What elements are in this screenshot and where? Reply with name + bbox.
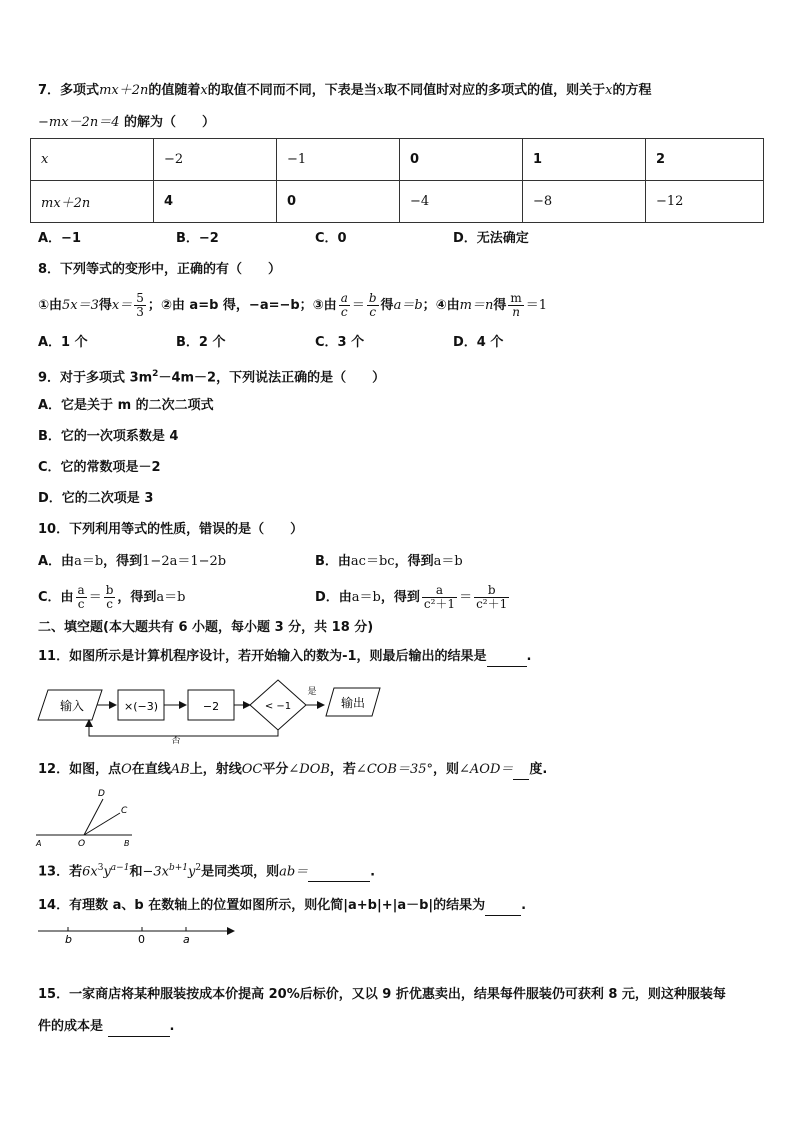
table-cell: 4 (154, 181, 277, 223)
flow-yes-label: 是 (307, 687, 317, 697)
table-cell: 0 (277, 181, 400, 223)
table-cell: −8 (523, 181, 646, 223)
q14-stem: 14．有理数 a、b 在数轴上的位置如图所示，则化简|a+b|+|a－b|的结果为 . (38, 897, 526, 916)
table-cell: x (31, 139, 154, 181)
q15-line2: 件的成本是 . (38, 1018, 175, 1037)
answer-blank[interactable] (108, 1018, 170, 1037)
q9-stem: 9．对于多项式 $3m^2-4m-2$，下列说法正确的是（ ） (38, 369, 386, 386)
q7-value-table (30, 138, 764, 223)
table-cell: −12 (646, 181, 764, 223)
q7-option-b[interactable]: B．−2 (176, 231, 219, 246)
flow-condition-label: < −1 (264, 701, 292, 712)
table-cell: −1 (277, 139, 400, 181)
q8-option-c[interactable]: C．3 个 (315, 335, 365, 350)
q12-angle-figure (32, 785, 140, 849)
q14-number-line (36, 920, 242, 946)
flow-output-label: 输出 (340, 696, 366, 710)
flow-multiply-label: ×(−3) (123, 700, 159, 713)
q13-stem: 13．若$6x^3y^{a-1}$和$-3x^{b+1}y^2$是同类项，则ab＝ . (38, 859, 375, 882)
q11-stem: 11．如图所示是计算机程序设计，若开始输入的数为-1，则最后输出的结果是 . (38, 648, 532, 667)
label-O: O (78, 839, 86, 849)
q10-option-b[interactable]: B．由ac＝bc，得到a＝b (315, 554, 463, 569)
q8-statements: ①由5x＝3得x＝ $\frac{5}{3}$ ；②由 a=b 得，−a=−b；③由 $\frac{a}{c}$ ＝ $\frac{b}{c}$ 得a＝b；④由m＝n得 $\frac{m}{n}$ ＝1 (38, 291, 548, 319)
table-cell: −4 (400, 181, 523, 223)
q9-option-a[interactable]: A．它是关于 m 的二次二项式 (38, 398, 214, 413)
q7-option-a[interactable]: A．−1 (38, 231, 81, 246)
q7-option-c[interactable]: C．0 (315, 231, 347, 246)
label-B: B (124, 839, 130, 848)
answer-blank[interactable] (308, 863, 370, 882)
q9-option-c[interactable]: C．它的常数项是－2 (38, 460, 161, 475)
q12-stem: 12．如图，点O在直线AB上，射线OC平分∠DOB，若∠COB＝35°，则∠AOD＝ 度. (38, 761, 547, 780)
q10-stem: 10．下列利用等式的性质，错误的是（ ） (38, 522, 304, 537)
answer-blank[interactable] (513, 761, 529, 780)
q8-stem: 8．下列等式的变形中，正确的有（ ） (38, 262, 282, 277)
q10-option-d[interactable]: D．由a＝b，得到 $\frac{a}{\text{c²＋1}}$ ＝ $\frac{b}{\text{c²＋1}}$ (315, 583, 508, 611)
table-cell: 2 (646, 139, 764, 181)
q7-line2: −mx－2n＝4 的解为（ ） (38, 115, 216, 130)
q10-option-c[interactable]: C．由 $\frac{a}{c}$ ＝ $\frac{b}{c}$ ，得到a＝b (38, 583, 186, 611)
q7-line1: 7．多项式mx＋2n的值随着x的取值不同而不同，下表是当x取不同值时对应的多项式的值，则关于x的方程 (38, 83, 652, 98)
label-C: C (121, 806, 128, 816)
label-zero: 0 (138, 933, 145, 946)
q8-option-a[interactable]: A．1 个 (38, 335, 88, 350)
q11-flowchart (36, 676, 386, 744)
q8-option-b[interactable]: B．2 个 (176, 335, 226, 350)
table-cell: 0 (400, 139, 523, 181)
flow-subtract-label: −2 (202, 700, 220, 713)
table-row (31, 139, 764, 181)
q15-line1: 15．一家商店将某种服装按成本价提高 20%后标价，又以 9 折优惠卖出，结果每件服装仍可获利 8 元，则这种服装每 (38, 987, 726, 1002)
answer-blank[interactable] (487, 648, 527, 667)
answer-blank[interactable] (485, 897, 521, 916)
q8-option-d[interactable]: D．4 个 (453, 335, 504, 350)
flow-input-label: 输入 (59, 699, 85, 713)
q9-option-b[interactable]: B．它的一次项系数是 4 (38, 429, 179, 444)
table-cell: −2 (154, 139, 277, 181)
label-b: b (65, 933, 72, 946)
table-row (31, 181, 764, 223)
table-cell: mx＋2n (31, 181, 154, 223)
flow-no-label: 否 (171, 736, 181, 744)
q10-option-a[interactable]: A．由a＝b，得到1−2a＝1−2b (38, 554, 227, 569)
section-heading: 二、填空题(本大题共有 6 小题，每小题 3 分，共 18 分) (38, 620, 374, 635)
q9-option-d[interactable]: D．它的二次项是 3 (38, 491, 154, 506)
label-a: a (183, 933, 190, 946)
label-A: A (36, 839, 42, 848)
label-D: D (98, 789, 105, 799)
table-cell: 1 (523, 139, 646, 181)
q7-option-d[interactable]: D．无法确定 (453, 231, 529, 246)
